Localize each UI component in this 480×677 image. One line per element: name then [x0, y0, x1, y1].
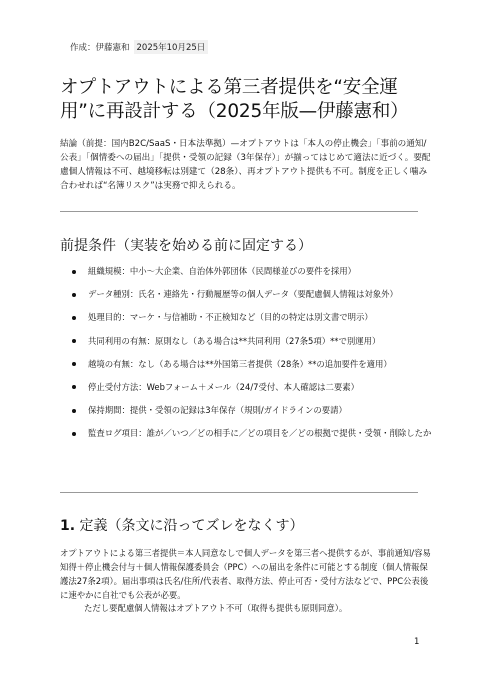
- list-item-text: 停止受付方法：Webフォーム＋メール（24/7受付、本人確認は二要素）: [88, 381, 359, 392]
- section-heading-text: 定義（条文に沿ってズレをなくす）: [79, 518, 304, 534]
- list-item-text: 保持期間：提供・受領の記録は3年保存（規則/ガイドラインの要請）: [88, 405, 347, 416]
- section-heading-preconditions: 前提条件（実装を始める前に固定する）: [60, 238, 312, 254]
- definition-paragraph: オプトアウトによる第三者提供＝本人同意なしで個人データを第三者へ提供するが、事前通知/容易知得＋停止機会付与＋個人情報保護委員会（PPC）への届出を条件に可能とする制度（個人情報保護法27条2項）。届出事項は氏名/住所/代表者、取得方法、停止可否・受付方法などで、PPC公表後に速やかに自社でも公表が必要。: [60, 548, 431, 600]
- page-number: 1: [414, 637, 420, 647]
- exception-paragraph: ただし要配慮個人情報はオプトアウト不可（取得も提供も原則同意）。: [84, 603, 348, 613]
- summary-paragraph: 結論（前提：国内B2C/SaaS・日本法準拠）—オプトアウトは「本人の停止機会」「事前の通知/公表」「個情委への届出」「提供・受領の記録（3年保存）」が揃ってはじめて適法に近づく。要配慮個人情報は不可、越境移転は別建て（28条）、再オプトアウト提供も不可。制度を正しく噛み合わせれば“名簿リスク”は実務で抑えられる。: [60, 139, 431, 191]
- document-title: オプトアウトによる第三者提供を“安全運用”に再設計する（2025年版—伊藤憲和）: [60, 77, 409, 122]
- bullet-icon: [72, 385, 76, 389]
- list-item: [60, 288, 432, 301]
- document-meta: [70, 40, 208, 54]
- list-item-text: データ種別：氏名・連絡先・行動履歴等の個人データ（要配慮個人情報は対象外）: [88, 289, 398, 300]
- list-item-text: 共同利用の有無：原則なし（ある場合は**共同利用（27条5項）**で別運用）: [88, 335, 381, 346]
- list-item: [60, 358, 432, 371]
- list-item: [60, 265, 432, 278]
- bullet-icon: [72, 409, 76, 413]
- bullet-icon: [72, 362, 76, 366]
- section-divider: [60, 492, 418, 493]
- bullet-icon: [72, 316, 76, 320]
- preconditions-list: [60, 265, 432, 451]
- list-item: [60, 404, 432, 417]
- list-item: [60, 335, 432, 348]
- bullet-icon: [72, 270, 76, 274]
- list-item: [60, 311, 432, 324]
- list-item: [60, 381, 432, 394]
- bullet-icon: [72, 293, 76, 297]
- bullet-icon: [72, 432, 76, 436]
- section-heading-definition: [60, 517, 304, 535]
- list-item-text: 処理目的：マーケ・与信補助・不正検知など（目的の特定は別文書で明示）: [88, 312, 373, 323]
- list-item-text: 越境の有無：なし（ある場合は**外国第三者提供（28条）**の追加要件を適用）: [88, 358, 392, 369]
- section-divider: [60, 211, 418, 212]
- list-item-text: 監査ログ項目：誰が／いつ／どの相手に／どの項目を／どの根拠で提供・受領・削除したか: [88, 428, 432, 439]
- document-date: 2025年10月25日: [134, 40, 209, 54]
- bullet-icon: [72, 339, 76, 343]
- section-number: 1.: [60, 518, 76, 534]
- author-line: 作成：伊藤憲和: [70, 43, 130, 53]
- list-item: [60, 427, 432, 440]
- list-item-text: 組織規模：中小〜大企業、自治体外郭団体（民間様並びの要件を採用）: [88, 266, 356, 276]
